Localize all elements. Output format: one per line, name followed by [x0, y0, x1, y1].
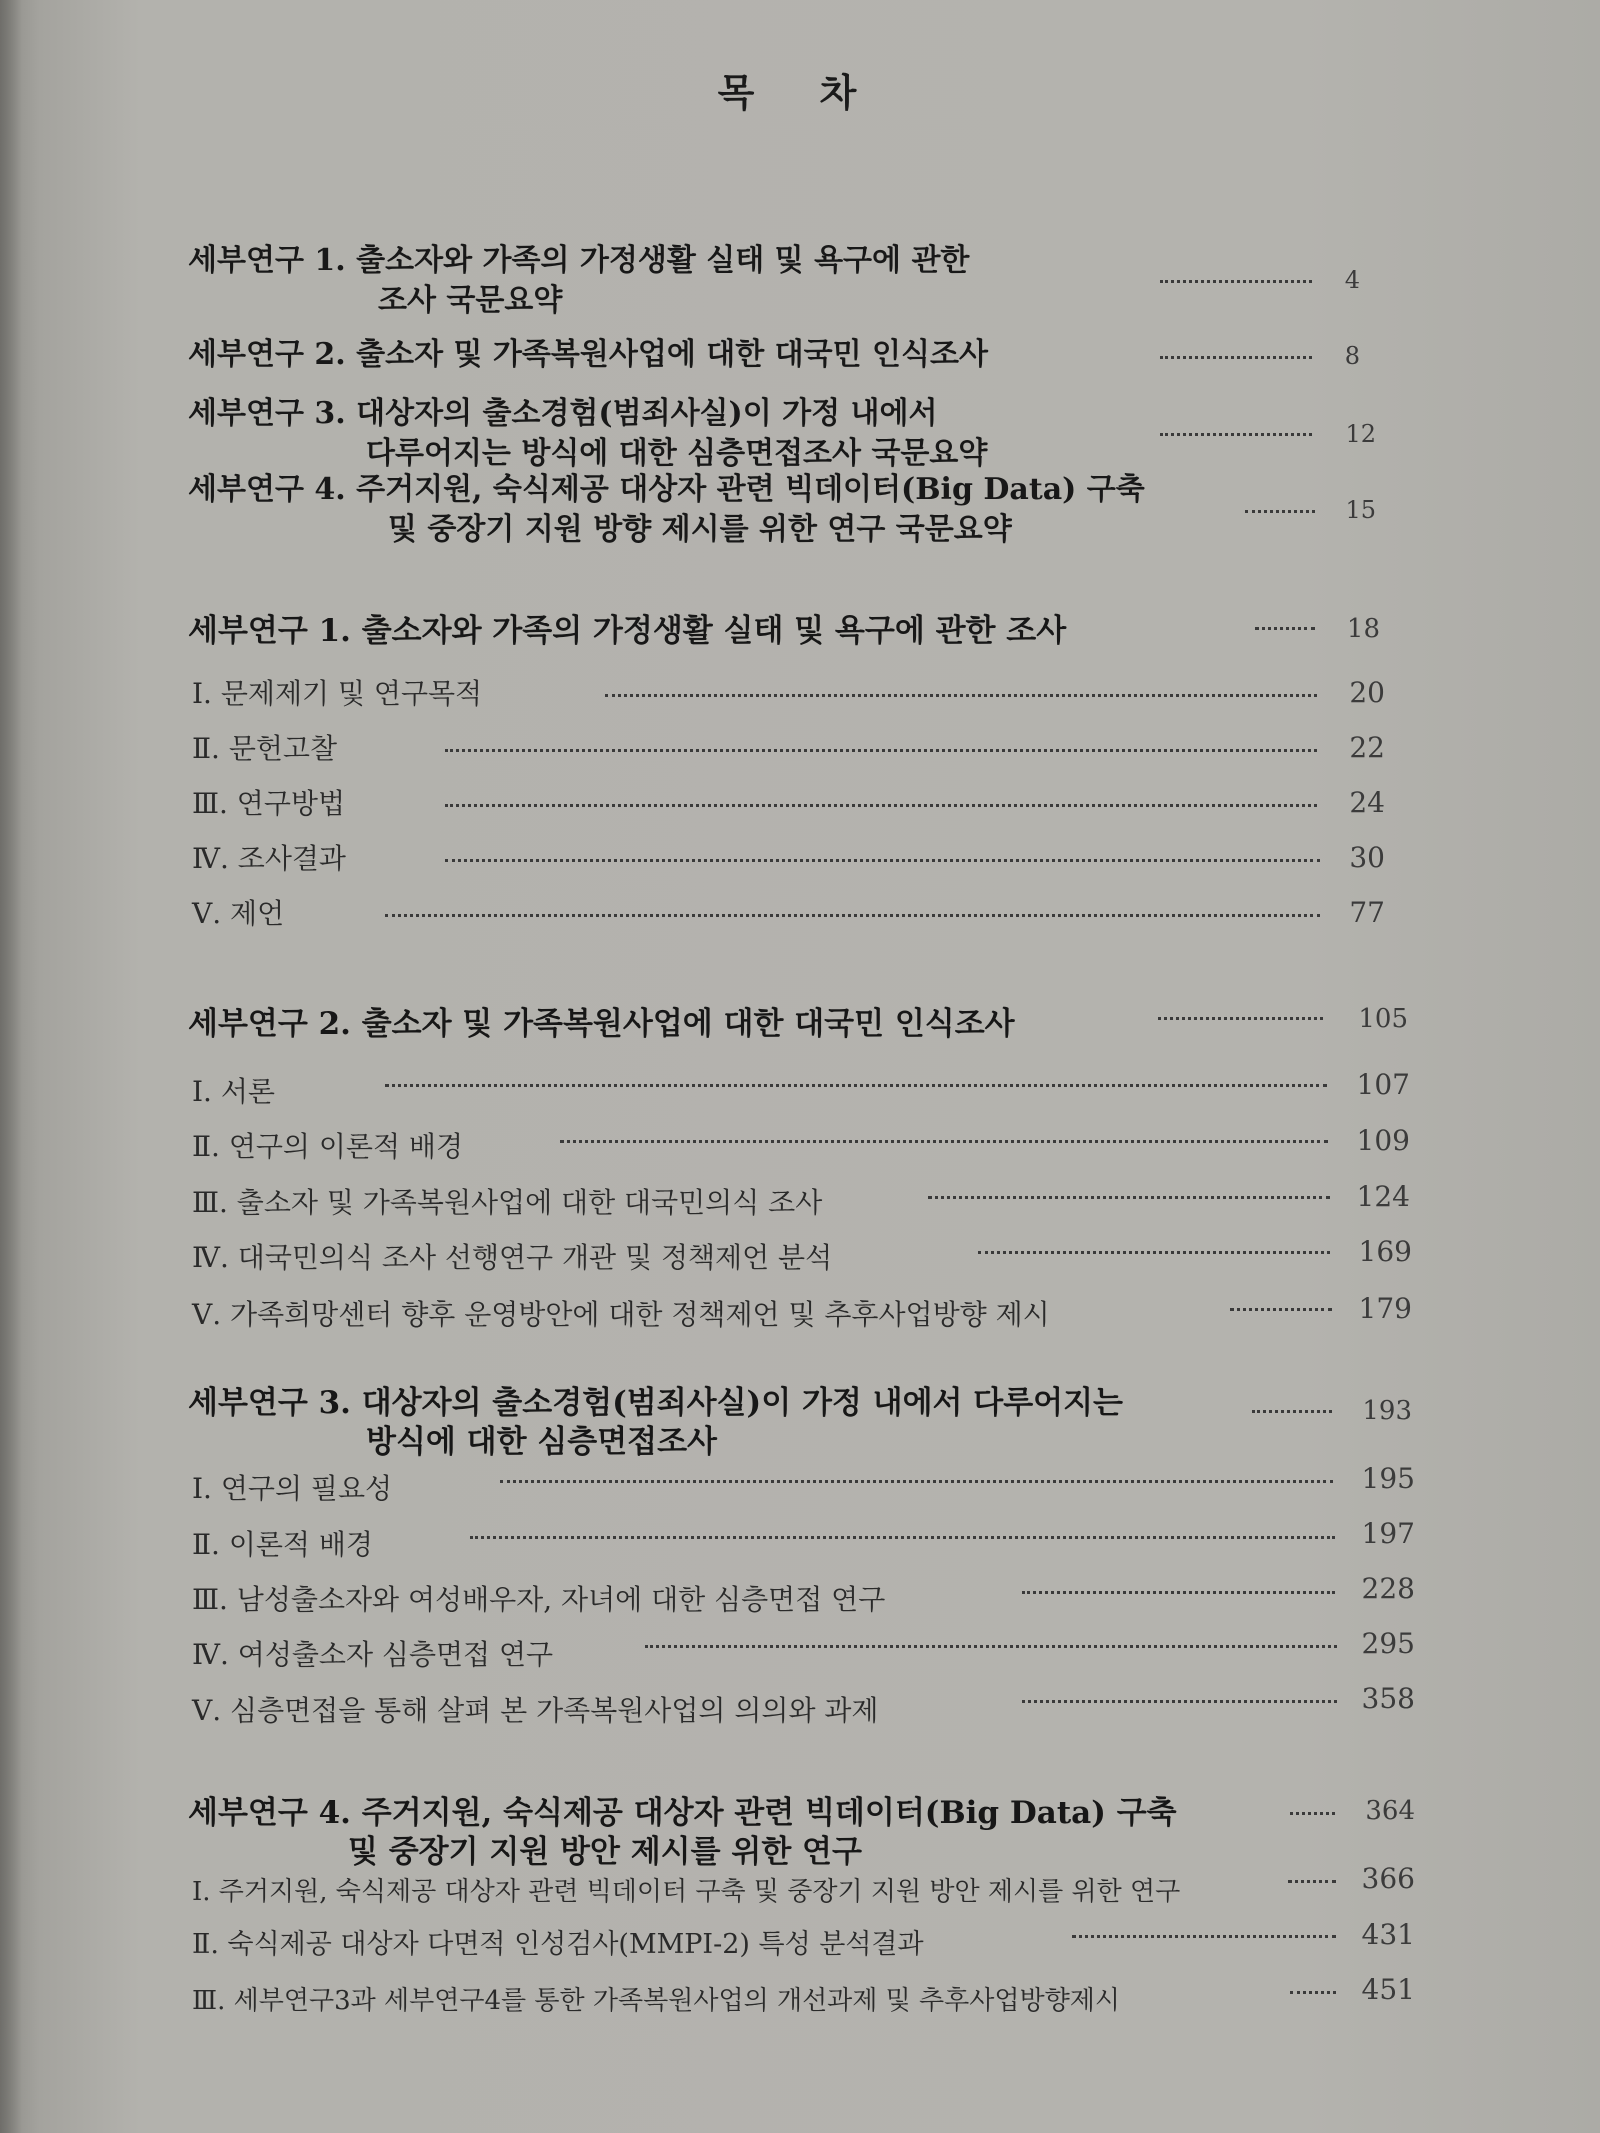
page-number: 124 [1356, 1180, 1410, 1213]
toc-item-label: Ⅳ. 대국민의식 조사 선행연구 개관 및 정책제언 분석 [192, 1241, 833, 1274]
dot-leader [1072, 1935, 1336, 1938]
section-heading-text: 세부연구 2. 출소자 및 가족복원사업에 대한 대국민 인식조사 [188, 1006, 1015, 1042]
page-number: 18 [1346, 614, 1380, 644]
dot-leader [645, 1645, 1337, 1648]
dot-leader [470, 1536, 1335, 1539]
page-number: 105 [1358, 1004, 1408, 1034]
toc-item-label: Ⅴ. 심층면접을 통해 살펴 본 가족복원사업의 의의와 과제 [192, 1694, 879, 1727]
page-number: 197 [1361, 1517, 1415, 1550]
toc-item-label: Ⅲ. 세부연구3과 세부연구4를 통한 가족복원사업의 개선과제 및 추후사업방향제시 [192, 1986, 1120, 2016]
dot-leader [385, 1084, 1327, 1087]
section-heading-text: 세부연구 4. 주거지원, 숙식제공 대상자 관련 빅데이터(Big Data) 구축 [188, 1795, 1177, 1831]
page-number: 107 [1356, 1068, 1410, 1101]
section-heading-text: 및 중장기 지원 방안 제시를 위한 연구 [348, 1834, 862, 1870]
page-number: 8 [1344, 342, 1360, 370]
toc-item-label: Ⅰ. 서론 [192, 1075, 275, 1108]
summary-entry-text: 및 중장기 지원 방향 제시를 위한 연구 국문요약 [388, 512, 1012, 547]
dot-leader [445, 859, 1320, 862]
page-number: 358 [1361, 1682, 1415, 1715]
dot-leader [1252, 1410, 1332, 1413]
section-heading-text: 세부연구 1. 출소자와 가족의 가정생활 실태 및 욕구에 관한 조사 [188, 613, 1067, 649]
toc-item-label: Ⅱ. 문헌고찰 [192, 732, 338, 765]
summary-entry-text: 다루어지는 방식에 대한 심층면접조사 국문요약 [366, 436, 988, 471]
page-number: 431 [1361, 1918, 1415, 1951]
toc-item-label: Ⅳ. 조사결과 [192, 842, 346, 875]
summary-entry-text: 세부연구 1. 출소자와 가족의 가정생활 실태 및 욕구에 관한 [188, 243, 970, 278]
page-number: 4 [1344, 266, 1360, 294]
toc-item-label: Ⅰ. 문제제기 및 연구목적 [192, 677, 483, 710]
page-number: 109 [1356, 1124, 1410, 1157]
page-gutter-shadow [0, 0, 22, 2133]
dot-leader [1230, 1308, 1332, 1311]
page-number: 77 [1349, 896, 1385, 929]
page-number: 24 [1349, 786, 1385, 819]
dot-leader [605, 694, 1317, 697]
dot-leader [928, 1196, 1330, 1199]
section-heading-text: 방식에 대한 심층면접조사 [366, 1424, 717, 1460]
toc-item-label: Ⅲ. 연구방법 [192, 787, 345, 820]
dot-leader [560, 1140, 1328, 1143]
page-number: 451 [1361, 1973, 1415, 2006]
toc-item-label: Ⅴ. 제언 [192, 897, 285, 930]
dot-leader [445, 749, 1317, 752]
page-title: 목 차 [717, 70, 883, 115]
page-number: 12 [1345, 420, 1376, 448]
toc-item-label: Ⅰ. 연구의 필요성 [192, 1472, 393, 1505]
dot-leader [978, 1251, 1330, 1254]
summary-entry-text: 세부연구 3. 대상자의 출소경험(범죄사실)이 가정 내에서 [188, 396, 938, 431]
page-number: 22 [1349, 731, 1385, 764]
dot-leader [385, 914, 1320, 917]
dot-leader [1158, 1017, 1323, 1020]
toc-item-label: Ⅲ. 출소자 및 가족복원사업에 대한 대국민의식 조사 [192, 1186, 823, 1219]
toc-item-label: Ⅱ. 연구의 이론적 배경 [192, 1130, 464, 1163]
toc-item-label: Ⅱ. 이론적 배경 [192, 1528, 373, 1561]
summary-entry-text: 세부연구 4. 주거지원, 숙식제공 대상자 관련 빅데이터(Big Data) 구축 [188, 472, 1145, 507]
page-number: 15 [1345, 496, 1376, 524]
page-number: 228 [1361, 1572, 1415, 1605]
page-number: 193 [1362, 1396, 1412, 1426]
page-number: 366 [1361, 1862, 1415, 1895]
page-number: 20 [1349, 676, 1385, 709]
page-number: 169 [1358, 1235, 1412, 1268]
dot-leader [1022, 1700, 1337, 1703]
page-number: 295 [1361, 1627, 1415, 1660]
page-number: 195 [1361, 1462, 1415, 1495]
page-number: 364 [1365, 1796, 1415, 1826]
toc-item-label: Ⅳ. 여성출소자 심층면접 연구 [192, 1638, 554, 1671]
toc-item-label: Ⅴ. 가족희망센터 향후 운영방안에 대한 정책제언 및 추후사업방향 제시 [192, 1298, 1050, 1331]
page-number: 179 [1358, 1292, 1412, 1325]
dot-leader [500, 1480, 1333, 1483]
summary-entry-text: 세부연구 2. 출소자 및 가족복원사업에 대한 대국민 인식조사 [188, 337, 988, 372]
dot-leader [1022, 1591, 1335, 1594]
page-number: 30 [1349, 841, 1385, 874]
dot-leader [445, 804, 1317, 807]
section-heading-text: 세부연구 3. 대상자의 출소경험(범죄사실)이 가정 내에서 다루어지는 [188, 1385, 1123, 1421]
toc-item-label: Ⅱ. 숙식제공 대상자 다면적 인성검사(MMPI-2) 특성 분석결과 [192, 1929, 924, 1960]
toc-item-label: Ⅲ. 남성출소자와 여성배우자, 자녀에 대한 심층면접 연구 [192, 1583, 886, 1616]
summary-entry-text: 조사 국문요약 [378, 283, 563, 318]
toc-item-label: Ⅰ. 주거지원, 숙식제공 대상자 관련 빅데이터 구축 및 중장기 지원 방안 제시를 위한 연구 [192, 1877, 1181, 1907]
